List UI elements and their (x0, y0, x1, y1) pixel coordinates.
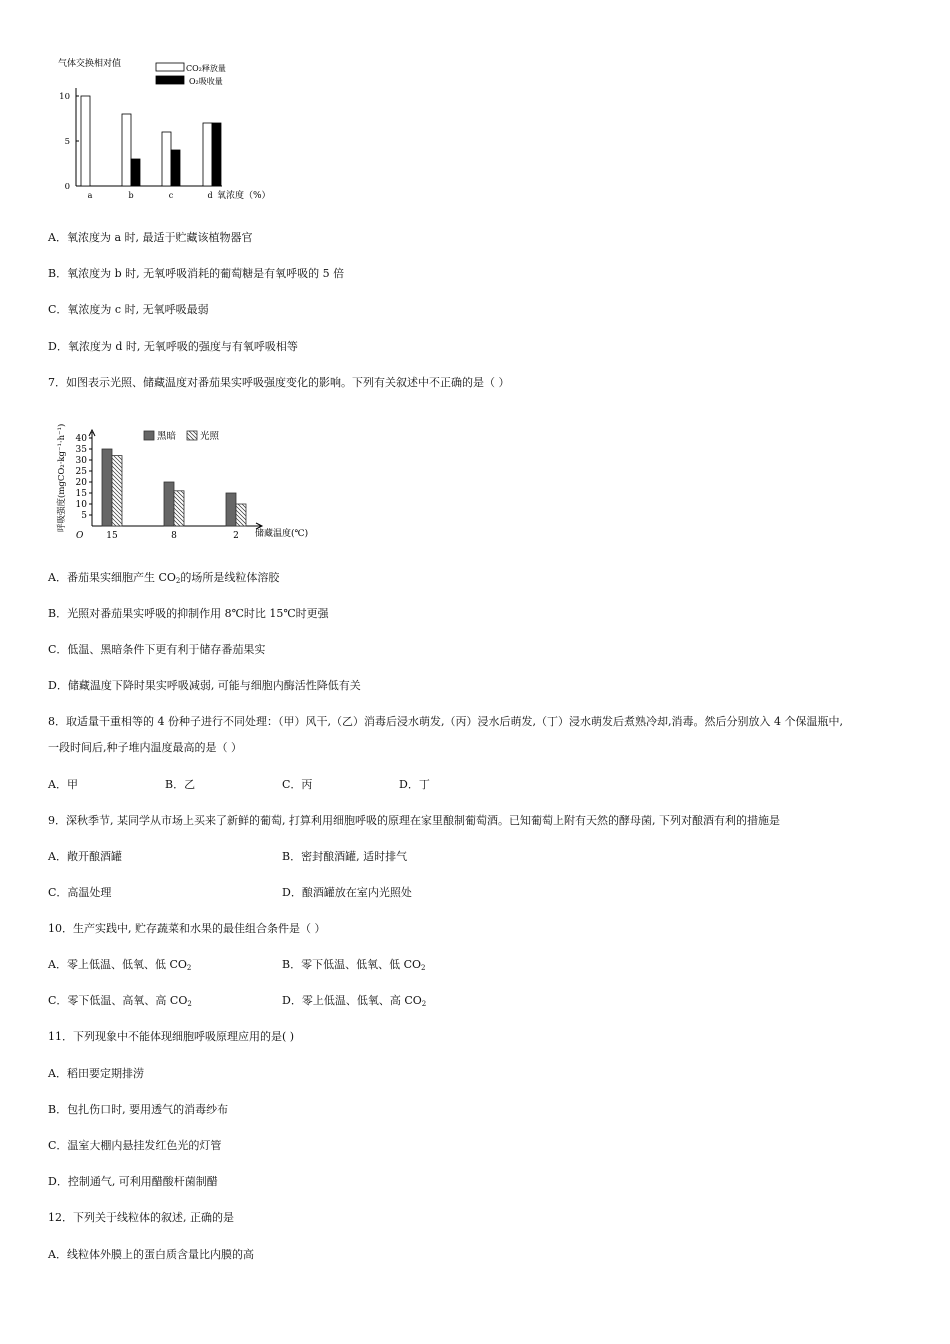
q10-option-d-subscript: 2 (421, 1000, 427, 1008)
chart1-legend-swatch-co2 (156, 63, 184, 71)
chart1-y-tick-label: 10 (59, 92, 70, 102)
chart2-legend-swatch-light (187, 431, 197, 440)
chart1-x-tick-label: d (207, 191, 213, 200)
chart2-ylabel: 呼吸强度(mgCO₂·kg⁻¹·h⁻¹) (57, 423, 67, 532)
q10-stem: 10．生产实践中, 贮存蔬菜和水果的最佳组合条件是（ ） (48, 922, 326, 935)
chart1-legend-swatch-o2 (156, 76, 184, 84)
q9-option-b: B．密封酿酒罐, 适时排气 (282, 850, 408, 863)
chart2-bar-dark-8 (164, 482, 174, 526)
q10-option-c (48, 994, 192, 1008)
q6-option-d: D．氧浓度为 d 时, 无氧呼吸的强度与有氧呼吸相等 (48, 340, 298, 353)
q7-option-a-subscript: 2 (175, 577, 181, 585)
q11-option-a: A．稻田要定期排涝 (48, 1067, 144, 1080)
q10-option-a-text: A．零上低温、低氧、低 CO (48, 958, 187, 971)
q8-option-d: D．丁 (399, 778, 430, 791)
chart1-y-tick-label: 0 (64, 182, 70, 192)
q7-option-c: C．低温、黑暗条件下更有利于储存番茄果实 (48, 643, 266, 656)
chart1-x-tick-label: b (128, 191, 134, 200)
chart2-y-tick-label: 10 (75, 500, 87, 510)
gas-exchange-bar-chart (50, 52, 290, 202)
q9-option-d: D．酿酒罐放在室内光照处 (282, 886, 412, 899)
q8-option-c: C．丙 (282, 778, 313, 791)
chart1-bar-o2-c (171, 150, 180, 186)
chart1-bars (81, 96, 221, 186)
q6-option-c: C．氧浓度为 c 时, 无氧呼吸最弱 (48, 303, 209, 316)
q7-option-a (48, 571, 279, 585)
q8-stem-line2: 一段时间后,种子堆内温度最高的是（ ） (48, 741, 242, 754)
chart1-legend-label-co2: CO₂释放量 (186, 64, 226, 73)
q11-option-b: B．包扎伤口时, 要用透气的消毒纱布 (48, 1103, 229, 1116)
q10-option-b (282, 958, 425, 972)
q10-option-a-subscript: 2 (186, 964, 192, 972)
q9-stem: 9．深秋季节, 某同学从市场上买来了新鲜的葡萄, 打算利用细胞呼吸的原理在家里酿制葡萄酒。已知葡萄上附有天然的酵母菌, 下列对酿酒有利的措施是 (48, 814, 780, 827)
chart1-x-tick-label: a (87, 191, 93, 200)
q12-stem: 12．下列关于线粒体的叙述, 正确的是 (48, 1211, 234, 1224)
q7-option-a-text: A．番茄果实细胞产生 CO (48, 571, 176, 584)
chart2-y-tick-label: 30 (75, 456, 87, 466)
q10-option-d (282, 994, 426, 1008)
chart2-bars (102, 449, 246, 526)
q9-option-a: A．敞开酿酒罐 (48, 850, 122, 863)
chart2-bar-light-2 (236, 504, 246, 526)
q11-option-c: C．温室大棚内悬挂发红色光的灯管 (48, 1139, 222, 1152)
q12-option-a: A．线粒体外膜上的蛋白质含量比内膜的高 (48, 1248, 254, 1261)
q8-stem-line1: 8．取适量干重相等的 4 份种子进行不同处理：（甲）风干,（乙）消毒后浸水萌发,（丙）浸水后萌发,（丁）浸水萌发后煮熟冷却,消毒。然后分别放入 4 个保温瓶中, (48, 715, 843, 728)
q7-option-a-text-end: 的场所是线粒体溶胶 (180, 571, 280, 584)
q7-stem: 7．如图表示光照、储藏温度对番茄果实呼吸强度变化的影响。下列有关叙述中不正确的是（ ） (48, 376, 510, 389)
chart1-bar-o2-d (212, 123, 221, 186)
chart1-x-tick-label: c (168, 191, 174, 200)
chart1-bar-co2-c (162, 132, 171, 186)
chart2-bar-light-15 (112, 456, 122, 526)
chart2-bar-dark-2 (226, 493, 236, 526)
chart2-y-tick-label: 40 (75, 434, 87, 444)
q8-option-b: B．乙 (165, 778, 196, 791)
q10-option-d-text: D．零上低温、低氧、高 CO (282, 994, 422, 1007)
chart2-xlabel: 储藏温度(℃) (255, 529, 309, 539)
chart1-bar-co2-a (81, 96, 90, 186)
respiration-intensity-bar-chart (50, 420, 330, 545)
q7-option-b: B．光照对番茄果实呼吸的抑制作用 8℃时比 15℃时更强 (48, 607, 329, 620)
chart2-x-tick-label: 2 (233, 531, 239, 541)
q7-option-d: D．储藏温度下降时果实呼吸减弱, 可能与细胞内酶活性降低有关 (48, 679, 361, 692)
chart2-legend-label-dark: 黑暗 (157, 431, 177, 442)
q10-option-b-subscript: 2 (421, 964, 426, 972)
chart2-bar-dark-15 (102, 449, 112, 526)
chart2-y-tick-label: 5 (81, 511, 87, 521)
chart2-legend-label-light: 光照 (200, 431, 220, 442)
chart2-y-tick-label: 15 (75, 489, 87, 499)
chart2-x-tick-label: 8 (171, 531, 177, 541)
chart1-y-tick-label: 5 (64, 137, 70, 147)
chart1-bar-o2-b (131, 159, 140, 186)
chart2-y-tick-label: 25 (75, 467, 87, 477)
chart1-legend-label-o2: O₂吸收量 (189, 77, 223, 86)
chart2-x-tick-label: 15 (106, 531, 118, 541)
q11-option-d: D．控制通气, 可利用醋酸杆菌制醋 (48, 1175, 218, 1188)
chart2-origin-label: O (76, 531, 84, 541)
q6-option-b: B．氧浓度为 b 时, 无氧呼吸消耗的葡萄糖是有氧呼吸的 5 倍 (48, 267, 345, 280)
q10-option-c-text: C．零下低温、高氧、高 CO (48, 994, 188, 1007)
chart2-bar-light-8 (174, 491, 184, 526)
chart2-legend (144, 430, 220, 442)
chart1-bar-co2-d (203, 123, 212, 186)
chart1-ylabel: 气体交换相对值 (58, 59, 122, 69)
q10-option-b-text: B．零下低温、低氧、低 CO (282, 958, 422, 971)
q10-option-c-subscript: 2 (187, 1000, 192, 1008)
chart2-y-tick-label: 35 (75, 445, 87, 455)
chart1-bar-co2-b (122, 114, 131, 186)
q6-option-a: A．氧浓度为 a 时, 最适于贮藏该植物器官 (48, 231, 253, 244)
q11-stem: 11．下列现象中不能体现细胞呼吸原理应用的是( ) (48, 1030, 295, 1043)
q10-option-a (48, 958, 191, 972)
chart2-legend-swatch-dark (144, 431, 154, 440)
chart1-legend (156, 63, 226, 86)
chart2-y-tick-label: 20 (75, 478, 87, 488)
q8-option-a: A．甲 (48, 778, 78, 791)
q9-option-c: C．高温处理 (48, 886, 112, 899)
chart1-xlabel: 氧浓度（%） (217, 191, 271, 201)
